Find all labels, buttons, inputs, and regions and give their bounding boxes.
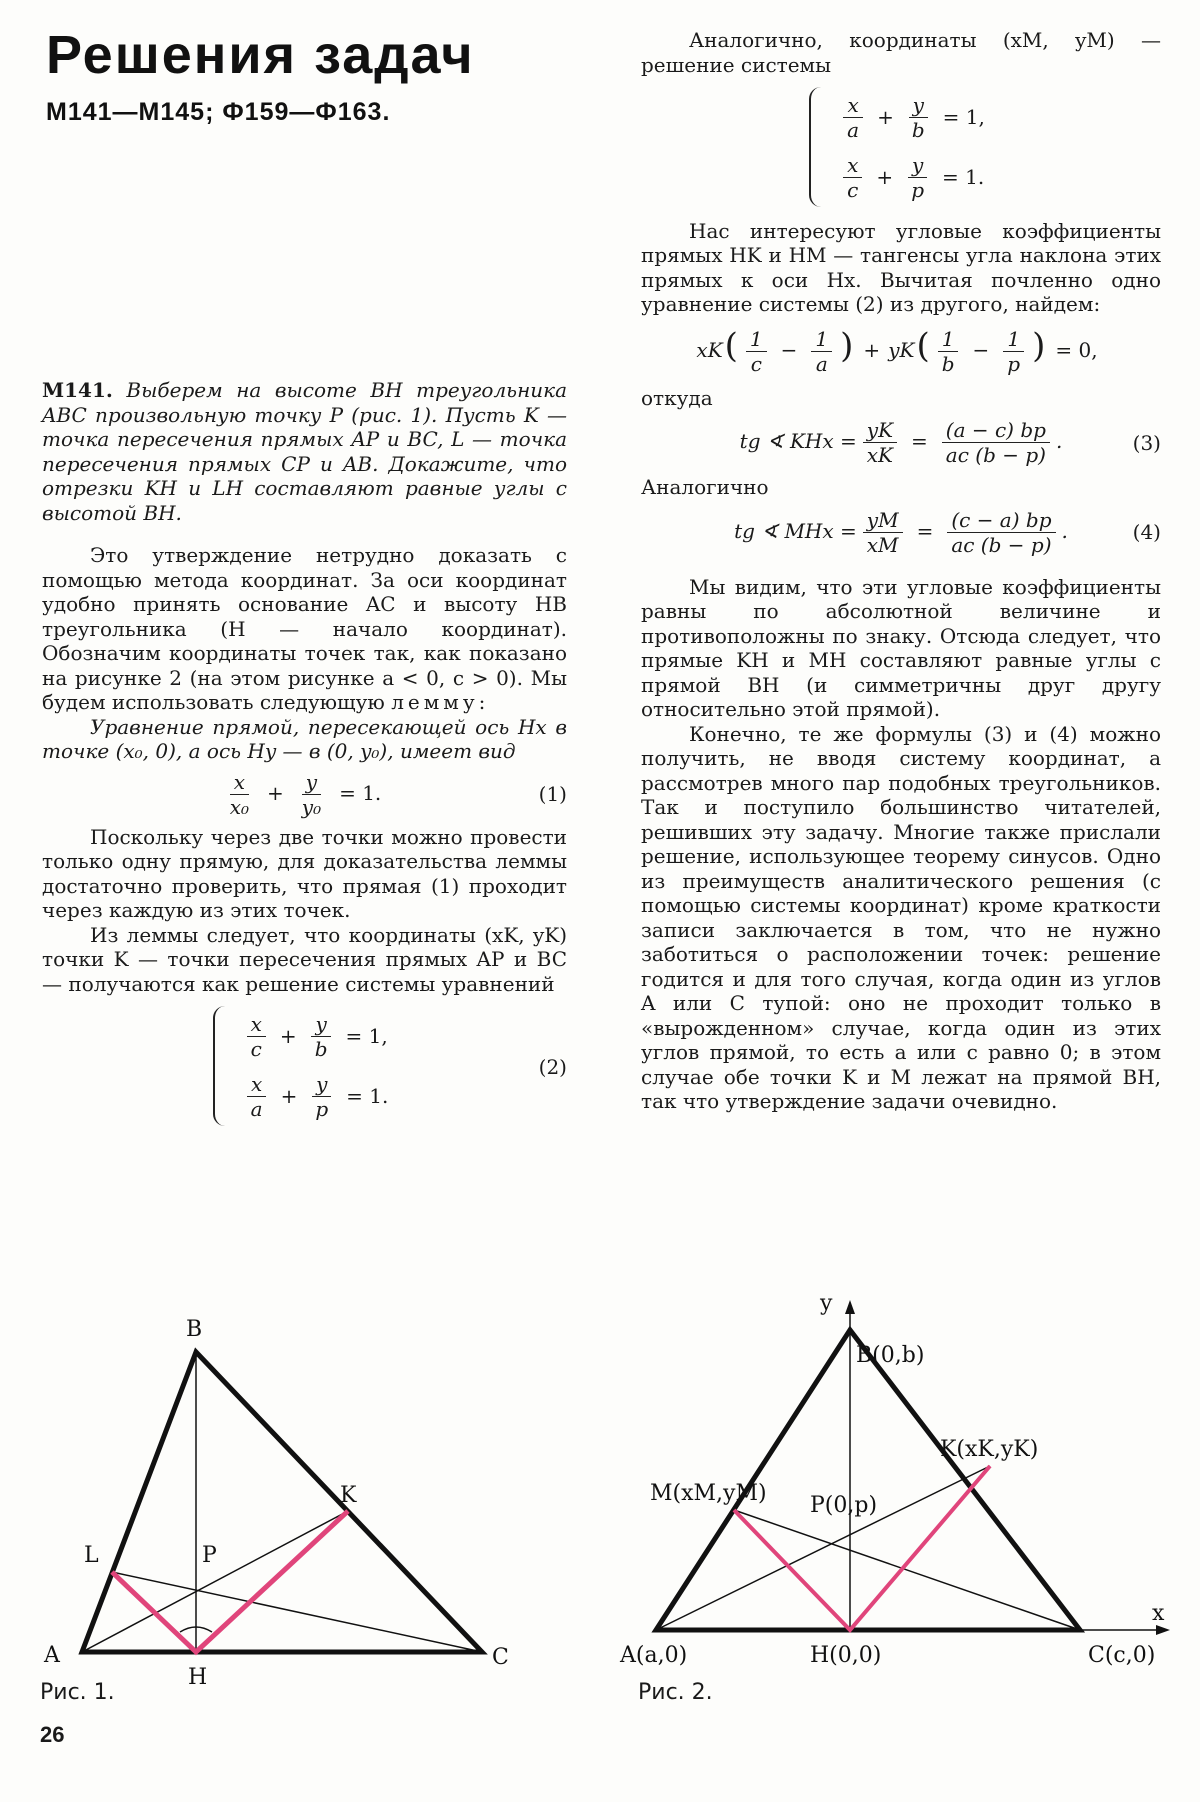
x-arrow xyxy=(1156,1625,1170,1635)
eq3-d1: xK xyxy=(866,443,893,467)
eq2-r1-d1: c xyxy=(250,1036,262,1061)
paragraph: Поскольку через две точки можно провести только одну прямую, для доказательства леммы достаточно проверить, что прямая (1) проходит через каждую из этих точек. xyxy=(42,824,567,922)
eq1-den1: x₀ xyxy=(229,794,249,819)
label-c: C xyxy=(492,1645,509,1670)
sys-r1-d1: a xyxy=(847,117,860,142)
segment-mh-kh xyxy=(734,1466,990,1630)
label-b-coords: B(0,b) xyxy=(856,1343,925,1368)
equation-diff: xK( $\frac{1}{c}$ − $\frac{1}{a}$ ) + yK( $\frac{1}{b}$ − $\frac{1}{p}$ ) = 0, xyxy=(696,325,1098,376)
paragraph: Аналогично, координаты (xM, yM) — решение системы xyxy=(641,28,1161,77)
sys-r2-n2: y xyxy=(908,153,927,178)
diff-lhs2: yK xyxy=(888,337,915,362)
segment-lh-kh xyxy=(112,1511,348,1652)
sys-r2-d1: c xyxy=(847,177,859,202)
sys-r2-rhs: = 1. xyxy=(942,164,985,189)
label-a-coords: A(a,0) xyxy=(620,1643,688,1668)
diff-f1-d: c xyxy=(750,351,762,376)
paragraph: Конечно, те же формулы (3) и (4) можно получить, не вводя систему координат, а рассмотрев много пар подобных треугольников. Так и поступило большинство читателей, решивших эту задачу. Многие также прислали решение, использующее теорему синусов. Одно из преимуществ аналитического решения (с помощью системы координат) кроме краткости записи заключается в том, что не нужно заботиться о расположении точек: решение годится и для того случая, когда один из углов A или C тупой: оно не проходит только в «вырожденном» случае, когда один из этих углов прямой, то есть a или c равно 0; в этом случае обе точки K и M лежат на прямой BH, так что утверждение задачи очевидно. xyxy=(641,721,1161,1113)
equation-3: tg ∢ KHx = $\frac{yK}{xK}$ = $\frac{(a - c) bp}{ac (b - p)}$ . (3) xyxy=(739,418,1161,467)
eq4-number: (4) xyxy=(1132,519,1161,544)
paragraph: Из леммы следует, что координаты (xK, yK) точки K — точки пересечения прямых AP и BC — получаются как решение системы уравнений xyxy=(42,922,567,996)
label-p: P xyxy=(202,1543,217,1568)
label-m-coords: M(xM,yM) xyxy=(650,1481,767,1506)
paragraph: Мы видим, что эти угловые коэффициенты равны по абсолютной величине и противоположны по знаку. Отсюда следует, что прямые KH и MH составляют равные углы с прямой BH (и симметричны друг другу относительно этой прямой). xyxy=(641,574,1161,721)
sys-r2-d2: p xyxy=(911,177,924,202)
label-k-coords: K(xK,yK) xyxy=(940,1437,1039,1462)
paragraph-text: Это утверждение нетрудно доказать с помощью метода координат. За оси координат удобно принять основание AC и высоту HB треугольника (H — начало координат). Обозначим координаты точек так, как показано на рисунке 2 (на этом рисунке a < 0, c > 0). Мы будем использовать следующую xyxy=(42,543,567,714)
line-c-m xyxy=(734,1510,1080,1630)
y-arrow xyxy=(845,1300,855,1314)
figure-1-caption: Рис. 1. xyxy=(40,1680,115,1705)
eq2-r1-n1: x xyxy=(247,1012,266,1037)
page-number: 26 xyxy=(40,1722,65,1747)
eq2-r2-rhs: = 1. xyxy=(346,1083,389,1108)
triangle-abc xyxy=(82,1352,482,1652)
label-k: K xyxy=(340,1483,357,1508)
similarly-text: Аналогично xyxy=(641,475,769,499)
figure-2-caption: Рис. 2. xyxy=(638,1680,713,1705)
label-a: A xyxy=(44,1643,60,1668)
label-x: x xyxy=(1152,1601,1165,1626)
eq2-r1-d2: b xyxy=(314,1036,328,1061)
eq3-d2: ac (b − p) xyxy=(945,443,1046,467)
sys-r1-n2: y xyxy=(909,93,928,118)
eq4-d1: xM xyxy=(866,532,899,557)
label-h-coords: H(0,0) xyxy=(810,1643,882,1668)
sys-r1-d2: b xyxy=(911,117,925,142)
problem-statement xyxy=(42,378,567,525)
triangle-abc-coords xyxy=(656,1330,1080,1630)
equation-1: $\frac{x}{\text{x₀}}$ + $\frac{y}{\text{y₀}}$ = 1. (1) xyxy=(42,770,567,819)
diff-f2-n: 1 xyxy=(811,327,832,352)
eq1-num2: y xyxy=(302,770,321,795)
eq2-number: (2) xyxy=(538,1054,567,1079)
left-column xyxy=(42,378,567,1138)
problem-label: М141. xyxy=(42,378,113,402)
eq1-rhs: = 1. xyxy=(339,780,382,805)
diff-f1-n: 1 xyxy=(746,327,767,352)
equation-4: tg ∢ MHx = $\frac{yM}{xM}$ = $\frac{(c - a) bp}{ac (b - p)}$ . (4) xyxy=(734,507,1161,557)
figure-2 xyxy=(610,1290,1180,1690)
eq4-lhs: tg ∢ MHx = xyxy=(734,518,857,543)
label-l: L xyxy=(84,1543,99,1568)
eq2-r1-rhs: = 1, xyxy=(345,1023,388,1048)
label-c-coords: C(c,0) xyxy=(1088,1643,1156,1668)
eq1-den2: y₀ xyxy=(301,794,322,819)
diff-f3-d: b xyxy=(941,351,955,376)
eq4-n1: yM xyxy=(863,508,903,533)
whence-text: откуда xyxy=(641,385,713,410)
sys-r2-n1: x xyxy=(843,153,862,178)
label-p-coords: P(0,p) xyxy=(810,1493,878,1518)
eq2-r2-d2: p xyxy=(315,1096,329,1121)
equation-2: $\frac{x}{c}$ + $\frac{y}{b}$ = 1, $\frac{x}{a}$ + $\frac{y}{p}$ = 1. (2) xyxy=(42,1002,567,1132)
eq4-d2: ac (b − p) xyxy=(951,532,1052,557)
eq2-r2-n2: y xyxy=(312,1072,331,1097)
sys-r1-rhs: = 1, xyxy=(942,104,985,129)
paragraph xyxy=(42,543,567,715)
diff-rhs: = 0, xyxy=(1055,337,1098,362)
eq3-lhs: tg ∢ KHx = xyxy=(739,429,857,453)
sys-r1-n1: x xyxy=(843,93,862,118)
system-m: $\frac{x}{a}$ + $\frac{y}{b}$ = 1, $\frac{x}{c}$ + $\frac{y}{p}$ = 1. xyxy=(641,83,1161,213)
page-title: Решения задач xyxy=(46,25,475,85)
label-h: H xyxy=(188,1665,208,1690)
label-b: B xyxy=(186,1317,203,1342)
eq3-n2: (a − c) bp xyxy=(942,418,1050,443)
eq1-number: (1) xyxy=(538,781,567,806)
eq3-n1: yK xyxy=(863,418,897,443)
lemma-word: лемму: xyxy=(391,690,490,714)
eq2-r2-d1: a xyxy=(250,1096,263,1121)
problems-subtitle: М141—М145; Ф159—Ф163. xyxy=(46,98,391,126)
eq1-num1: x xyxy=(230,770,249,795)
diff-lhs1: xK xyxy=(696,337,723,362)
right-column xyxy=(641,28,1161,1114)
diff-f3-n: 1 xyxy=(938,327,959,352)
eq2-r2-n1: x xyxy=(247,1072,266,1097)
diff-f2-d: a xyxy=(815,351,828,376)
paragraph: Нас интересуют угловые коэффициенты прямых HK и HM — тангенсы угла наклона этих прямых к оси Hx. Вычитая почленно одно уравнение системы (2) из другого, найдем: xyxy=(641,218,1161,316)
label-y: y xyxy=(820,1291,833,1316)
line-cp-l xyxy=(112,1572,482,1652)
lemma-statement: Уравнение прямой, пересекающей ось Hx в точке (x₀, 0), а ось Hy — в (0, y₀), имеет вид xyxy=(42,714,567,763)
diff-f4-d: p xyxy=(1007,351,1021,376)
eq4-n2: (c − a) bp xyxy=(947,508,1055,533)
eq3-number: (3) xyxy=(1132,430,1161,455)
problem-text: Выберем на высоте BH треугольника ABC произвольную точку P (рис. 1). Пусть K — точка пересечения прямых AP и BC, L — точка пересечения прямых CP и AB. Докажите, что отрезки KH и LH составляют равные углы с высотой BH. xyxy=(42,378,567,525)
diff-f4-n: 1 xyxy=(1003,327,1024,352)
eq2-r1-n2: y xyxy=(311,1012,330,1037)
figure-1 xyxy=(30,1300,520,1690)
